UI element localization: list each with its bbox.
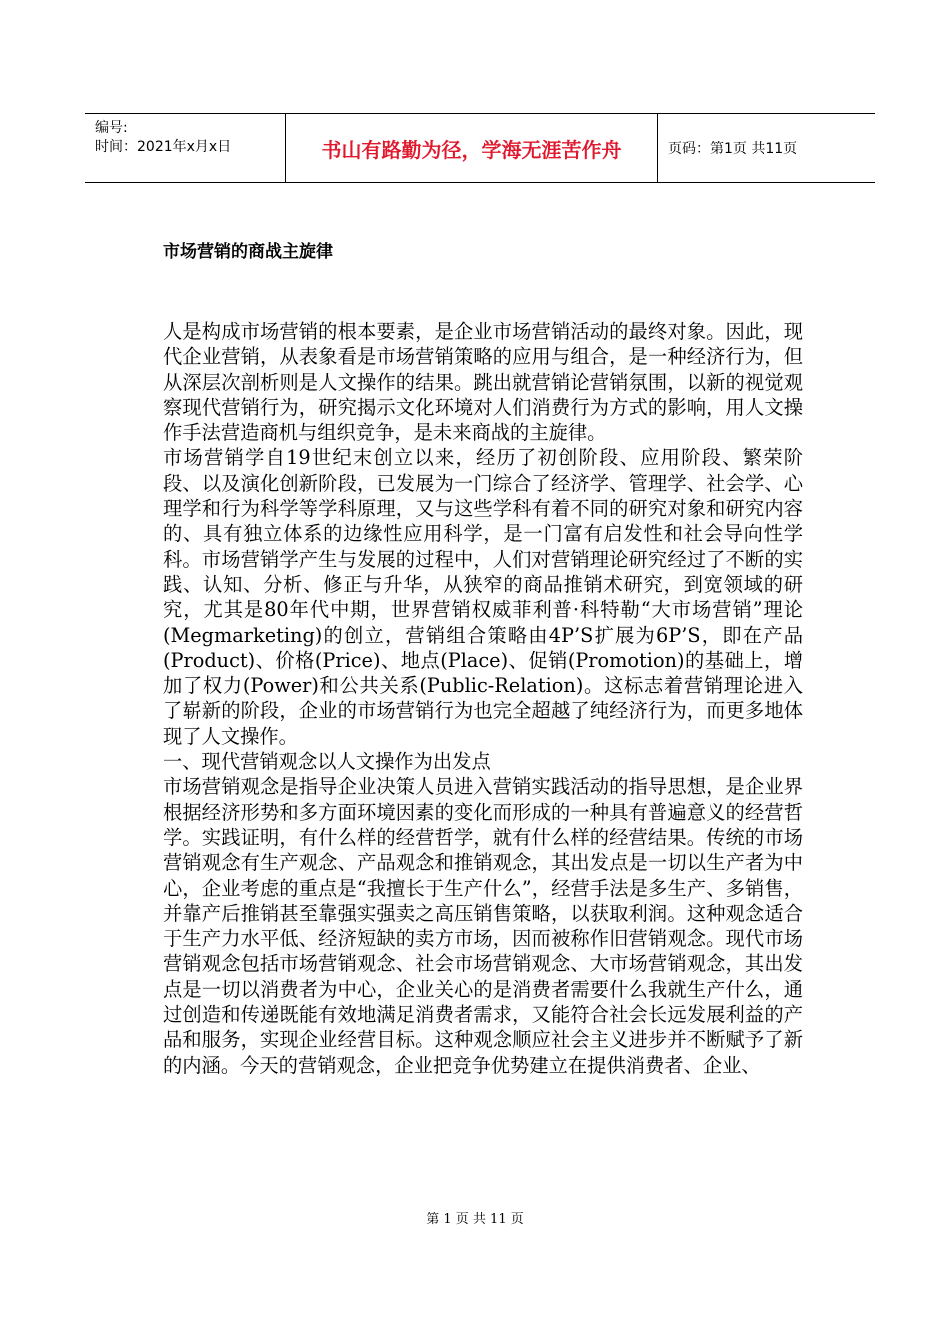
header-page-info: 页码：第1页 共11页	[668, 141, 798, 157]
time-label: 时间：2021年x月x日	[95, 139, 232, 155]
header-motto: 书山有路勤为径，学海无涯苦作舟	[285, 114, 658, 182]
paragraph: 市场营销学自19世纪末创立以来，经历了初创阶段、应用阶段、繁荣阶段、以及演化创新阶段，已发展为一门综合了经济学、管理学、社会学、心理学和行为科学等学科原理，又与这些学科有着不同的研究对象和研究内容的、具有独立体系的边缘性应用科学，是一门富有启发性和社会导向性学科。市场营销学产生与发展的过程中，人们对营销理论研究经过了不断的实践、认知、分析、修正与升华，从狭窄的商品推销术研究，到宽领域的研究，尤其是80年代中期，世界营销权威菲利普·科特勒“大市场营销”理论(Megmarketing)的创立，营销组合策略由4P’S扩展为6P’S，即在产品(Product)、价格(Price)、地点(Place)、促销(Promotion)的基础上，增加了权力(Power)和公共关系(Public-Relation)。这标志着营销理论进入了崭新的阶段，企业的市场营销行为也完全超越了纯经济行为，而更多地体现了人文操作。	[163, 446, 803, 748]
article-body	[163, 319, 803, 1078]
number-label: 编号:	[95, 120, 128, 136]
page-footer: 第 1 页 共 11 页	[426, 1212, 524, 1227]
header-meta	[85, 114, 285, 182]
paragraph: 市场营销观念是指导企业决策人员进入营销实践活动的指导思想，是企业界根据经济形势和多方面环境因素的变化而形成的一种具有普遍意义的经营哲学。实践证明，有什么样的经营哲学，就有什么样的经营结果。传统的市场营销观念有生产观念、产品观念和推销观念，其出发点是一切以生产者为中心，企业考虑的重点是“我擅长于生产什么”，经营手法是多生产、多销售，并靠产后推销甚至靠强实强卖之高压销售策略，以获取利润。这种观念适合于生产力水平低、经济短缺的卖方市场，因而被称作旧营销观念。现代市场营销观念包括市场营销观念、社会市场营销观念、大市场营销观念，其出发点是一切以消费者为中心，企业关心的是消费者需要什么我就生产什么，通过创造和传递既能有效地满足消费者需求，又能符合社会长远发展利益的产品和服务，实现企业经营目标。这种观念顺应社会主义进步并不断赋予了新的内涵。今天的营销观念，企业把竞争优势建立在提供消费者、企业、	[163, 775, 803, 1077]
section-heading: 一、现代营销观念以人文操作为出发点	[163, 750, 491, 774]
article-title: 市场营销的商战主旋律	[163, 242, 333, 262]
document-header	[85, 113, 875, 183]
paragraph: 人是构成市场营销的根本要素，是企业市场营销活动的最终对象。因此，现代企业营销，从表象看是市场营销策略的应用与组合，是一种经济行为，但从深层次剖析则是人文操作的结果。跳出就营销论营销氛围，以新的视觉观察现代营销行为，研究揭示文化环境对人们消费行为方式的影响，用人文操作手法营造商机与组织竞争，是未来商战的主旋律。	[163, 320, 803, 445]
